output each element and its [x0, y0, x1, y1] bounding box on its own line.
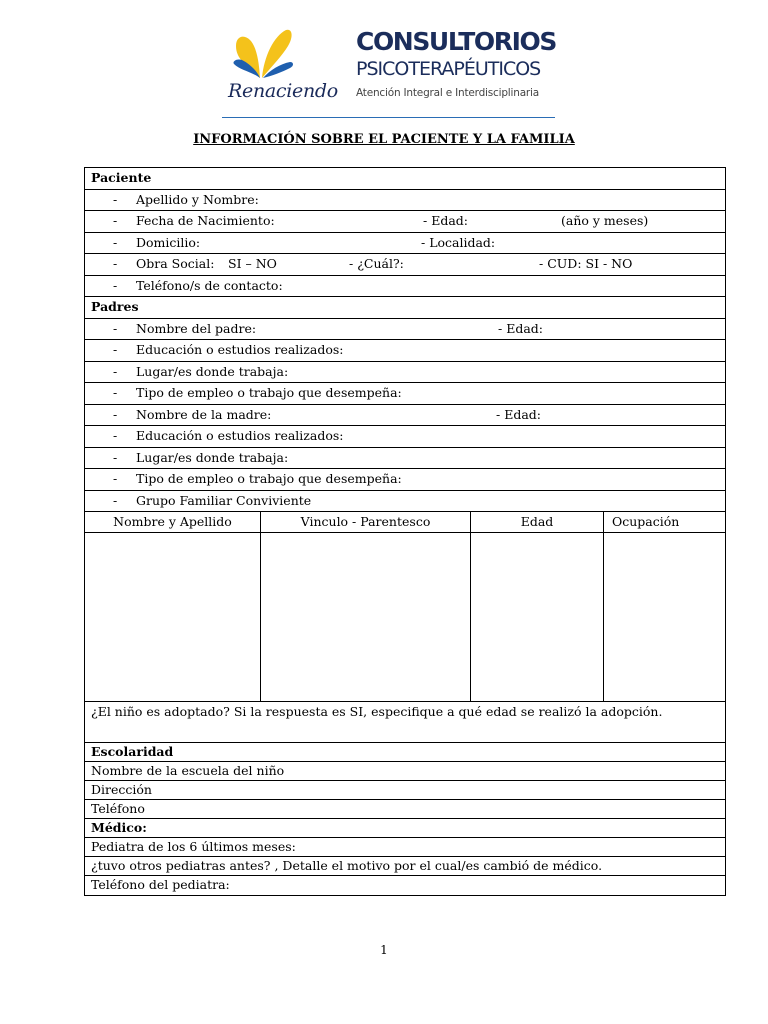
section-paciente: Paciente [85, 168, 725, 190]
field-tipo-empleo-madre[interactable] [85, 469, 725, 491]
brand-title-line2: PSICOTERAPÉUTICOS [356, 58, 541, 80]
option-cud[interactable]: - CUD: SI - NO [539, 256, 633, 271]
cell-nombre-apellido[interactable] [85, 533, 261, 701]
col-vinculo: Vinculo - Parentesco [261, 512, 471, 532]
bullet-dash: - [113, 428, 118, 443]
label-tipo-empleo: Tipo de empleo o trabajo que desempeña: [136, 471, 402, 486]
section-padres: Padres [85, 297, 725, 319]
field-nombre-madre[interactable] [85, 405, 725, 427]
label-anio-meses: (año y meses) [561, 213, 649, 228]
label-localidad: - Localidad: [421, 234, 496, 250]
field-educacion-padre[interactable] [85, 340, 725, 362]
header-divider [222, 117, 555, 118]
document-title: INFORMACIÓN SOBRE EL PACIENTE Y LA FAMILIA [193, 132, 575, 147]
grupo-table-header [85, 512, 725, 533]
field-otros-pediatras[interactable]: ¿tuvo otros pediatras antes? , Detalle el motivo por el cual/es cambió de médico. [85, 857, 725, 876]
field-fecha-nacimiento[interactable] [85, 211, 725, 233]
field-domicilio[interactable] [85, 233, 725, 255]
field-telefono-pediatra[interactable]: Teléfono del pediatra: [91, 877, 230, 892]
field-direccion[interactable]: Dirección [85, 781, 725, 800]
field-apellido-nombre[interactable] [85, 190, 725, 212]
label-edad-madre: - Edad: [496, 406, 541, 422]
label-cual: - ¿Cuál?: [349, 256, 404, 271]
field-escuela[interactable]: Nombre de la escuela del niño [85, 762, 725, 781]
label-grupo-familiar: Grupo Familiar Conviviente [136, 492, 312, 508]
col-edad: Edad [471, 512, 604, 532]
field-telefono-contacto[interactable] [85, 276, 725, 298]
bullet-dash: - [113, 449, 118, 465]
cell-edad[interactable] [471, 533, 604, 701]
label-edad-padre: - Edad: [498, 320, 543, 336]
brand-title-line1: CONSULTORIOS [356, 27, 556, 56]
bullet-dash: - [113, 406, 118, 422]
col-ocupacion: Ocupación [612, 514, 680, 529]
bullet-dash: - [113, 320, 118, 336]
cell-ocupacion[interactable] [604, 533, 725, 701]
cell-vinculo[interactable] [261, 533, 471, 701]
label-tipo-empleo: Tipo de empleo o trabajo que desempeña: [136, 385, 402, 400]
field-pediatra[interactable]: Pediatra de los 6 últimos meses: [85, 838, 725, 857]
section-medico: Médico: [85, 819, 725, 838]
bullet-dash: - [113, 385, 118, 400]
bullet-dash: - [113, 363, 118, 379]
label-apellido-nombre: Apellido y Nombre: [136, 191, 259, 207]
bullet-dash: - [113, 471, 118, 486]
bullet-dash: - [113, 234, 118, 250]
label-nombre-madre: Nombre de la madre: [136, 406, 272, 422]
label-lugar-trabajo: Lugar/es donde trabaja: [136, 363, 289, 379]
field-lugar-trabajo-madre[interactable] [85, 448, 725, 470]
header-logo [222, 24, 556, 119]
bullet-dash: - [113, 277, 118, 293]
option-si-no[interactable]: SI – NO [228, 256, 277, 271]
field-educacion-madre[interactable] [85, 426, 725, 448]
label-telefono-contacto: Teléfono/s de contacto: [136, 277, 283, 293]
field-obra-social[interactable] [85, 254, 725, 276]
label-fecha-nacimiento: Fecha de Nacimiento: [136, 213, 275, 228]
field-telefono-escuela[interactable]: Teléfono [85, 800, 725, 819]
field-nombre-padre[interactable] [85, 319, 725, 341]
bullet-dash: - [113, 213, 118, 228]
field-adopcion[interactable]: ¿El niño es adoptado? Si la respuesta es SI, especifique a qué edad se realizó la adopción. [85, 702, 725, 743]
col-nombre-apellido: Nombre y Apellido [85, 512, 261, 532]
label-edad: - Edad: [423, 213, 468, 228]
bullet-dash: - [113, 492, 118, 508]
label-educacion: Educación o estudios realizados: [136, 428, 344, 443]
grupo-table-body [85, 533, 725, 702]
label-lugar-trabajo: Lugar/es donde trabaja: [136, 449, 289, 465]
bullet-dash: - [113, 342, 118, 357]
field-tipo-empleo-padre[interactable] [85, 383, 725, 405]
brand-script-name: Renaciendo [228, 80, 338, 102]
label-obra-social: Obra Social: [136, 256, 215, 271]
brand-tagline: Atención Integral e Interdisciplinaria [356, 87, 539, 99]
field-grupo-familiar [85, 491, 725, 513]
label-domicilio: Domicilio: [136, 234, 201, 250]
label-educacion: Educación o estudios realizados: [136, 342, 344, 357]
section-escolaridad: Escolaridad [85, 743, 725, 762]
page-number: 1 [380, 943, 388, 957]
field-lugar-trabajo-padre[interactable] [85, 362, 725, 384]
butterfly-logo-icon [230, 26, 294, 80]
bullet-dash: - [113, 191, 118, 207]
bullet-dash: - [113, 256, 118, 271]
patient-family-form [84, 167, 726, 896]
label-nombre-padre: Nombre del padre: [136, 320, 257, 336]
